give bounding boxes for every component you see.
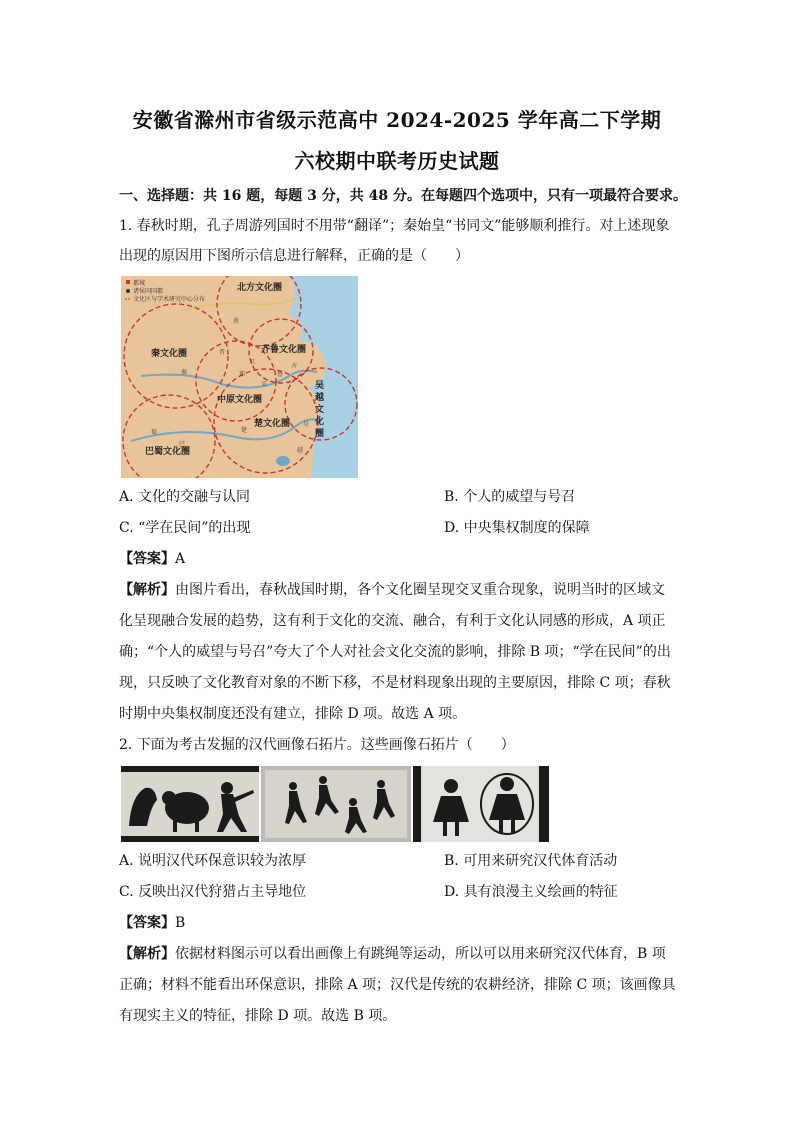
legend-1: 都城 [133, 280, 146, 287]
page-title-line2: 六校期中联考历史试题 [294, 149, 500, 173]
q1-analysis-line: 确；“个人的威望与号召”夸大了个人对社会文化交流的影响，排除 B 项；“学在民间”的出 [119, 644, 671, 660]
region-label-5: 巴蜀文化圈 [145, 447, 191, 457]
q1-option-a: A. 文化的交融与认同 [119, 489, 251, 505]
q1-option-c: C. “学在民间”的出现 [119, 520, 251, 536]
q2-analysis-line: 正确；材料不能看出环保意识，排除 A 项；汉代是传统的农耕经济，排除 C 项；该画像具 [119, 977, 676, 993]
lake [276, 456, 290, 466]
q1-analysis-line: 现，只反映了文化教育对象的不断下移，不是材料现象出现的主要原因，排除 C 项；春秋 [119, 675, 671, 691]
section-header: 一、选择题：共 16 题，每题 3 分，共 48 分。在每题四个选项中，只有一项最符合要求。 [119, 188, 687, 204]
rubbing-edge-left [413, 766, 421, 842]
wuyue-label-char-0: 吴 [315, 381, 325, 391]
q2-analysis-label: 【解析】 [119, 946, 175, 962]
q2-stem: 2. 下面为考古发掘的汉代画像石拓片。这些画像石拓片（ ） [119, 737, 515, 753]
q2-option-b: B. 可用来研究汉代体育活动 [444, 853, 618, 869]
q1-answer-label: 【答案】 [119, 551, 175, 567]
city-4: 宋 [261, 381, 268, 388]
city-1: 晋 [219, 349, 226, 356]
rubbing-border-top [121, 766, 259, 772]
city-3: 鲁 [277, 371, 284, 378]
wuyue-label-char-2: 文 [315, 405, 325, 415]
q1-stem-line1: 1. 春秋时期，孔子周游列国时不用带“翻译”；秦始皇“书同文”能够顺利推行。对上述现象 [119, 218, 670, 234]
city-6: 卫 [249, 359, 256, 366]
wuyue-label-char-4: 圈 [315, 429, 325, 439]
q2-answer-label: 【答案】 [119, 915, 175, 931]
legend-3: 文化区与学术研究中心分布 [133, 296, 206, 303]
q1-analysis-label: 【解析】 [119, 582, 175, 598]
region-label-2: 齐鲁文化圈 [261, 345, 307, 355]
region-label-3: 中原文化圈 [217, 395, 263, 405]
q2-analysis-line [119, 944, 679, 964]
region-label-0: 北方文化圈 [237, 283, 283, 293]
q2-option-c: C. 反映出汉代狩猎占主导地位 [119, 884, 307, 900]
q1-option-b: B. 个人的威望与号召 [444, 489, 576, 505]
rubbing-beast-head [162, 791, 176, 805]
legend-2: 诸侯国国都 [133, 288, 164, 295]
q1-stem-line2: 出现的原因用下图所示信息进行解释，正确的是（ ） [119, 248, 469, 264]
q2-answer [119, 913, 679, 933]
q1-analysis-text: 由图片看出，春秋战国时期，各个文化圈呈现交叉重合现象，说明当时的区域文 [175, 582, 665, 598]
city-11: 吴 [303, 421, 310, 428]
city-5: 郑 [239, 371, 246, 378]
q1-answer [119, 549, 679, 569]
q1-analysis-line: 化呈现融合发展的趋势，这有利于文化的交流、融合，有利于文化认同感的形成，A 项正 [119, 613, 666, 629]
rubbing-hunting [121, 766, 259, 842]
city-8: 楚 [241, 427, 248, 434]
city-7: 秦 [181, 369, 188, 376]
wuyue-label-char-3: 化 [315, 417, 325, 427]
wuyue-label-char-1: 越 [315, 393, 325, 403]
rubbing-rope-skipping [413, 766, 549, 842]
city-12: 越 [297, 447, 304, 454]
rubbing-hunter-head [221, 782, 233, 794]
rubbing-edge-right [539, 766, 549, 842]
q1-analysis-line: 时期中央集权制度还没有建立，排除 D 项。故选 A 项。 [119, 706, 467, 722]
q1-analysis-line [119, 580, 679, 600]
page-title-line1: 安徽省滁州市省级示范高中 2024-2025 学年高二下学期 [132, 108, 662, 132]
region-label-4: 楚文化圈 [254, 419, 291, 429]
skipper-left-head [444, 779, 458, 793]
q1-answer-value: A [175, 551, 186, 567]
q2-option-a: A. 说明汉代环保意识较为浓厚 [119, 853, 307, 869]
skipper-right-head [500, 777, 514, 791]
city-10: 巴 [179, 441, 186, 448]
q2-answer-value: B [175, 915, 186, 931]
q2-analysis-line: 有现实主义的特征，排除 D 项。故选 B 项。 [119, 1008, 397, 1024]
rubbing-border-bottom [121, 836, 259, 842]
q2-analysis-text: 依据材料图示可以看出画像上有跳绳等运动，所以可以用来研究汉代体育，B 项 [175, 946, 666, 962]
city-9: 蜀 [151, 429, 158, 436]
q2-option-d: D. 具有浪漫主义绘画的特征 [444, 884, 618, 900]
culture-circle-map [121, 276, 358, 478]
q1-option-d: D. 中央集权制度的保障 [444, 520, 590, 536]
rubbing-dancers [261, 766, 411, 842]
city-2: 齐 [291, 363, 298, 370]
city-0: 燕 [233, 318, 240, 325]
wuyue-label [314, 379, 324, 439]
region-label-1: 秦文化圈 [151, 349, 188, 359]
